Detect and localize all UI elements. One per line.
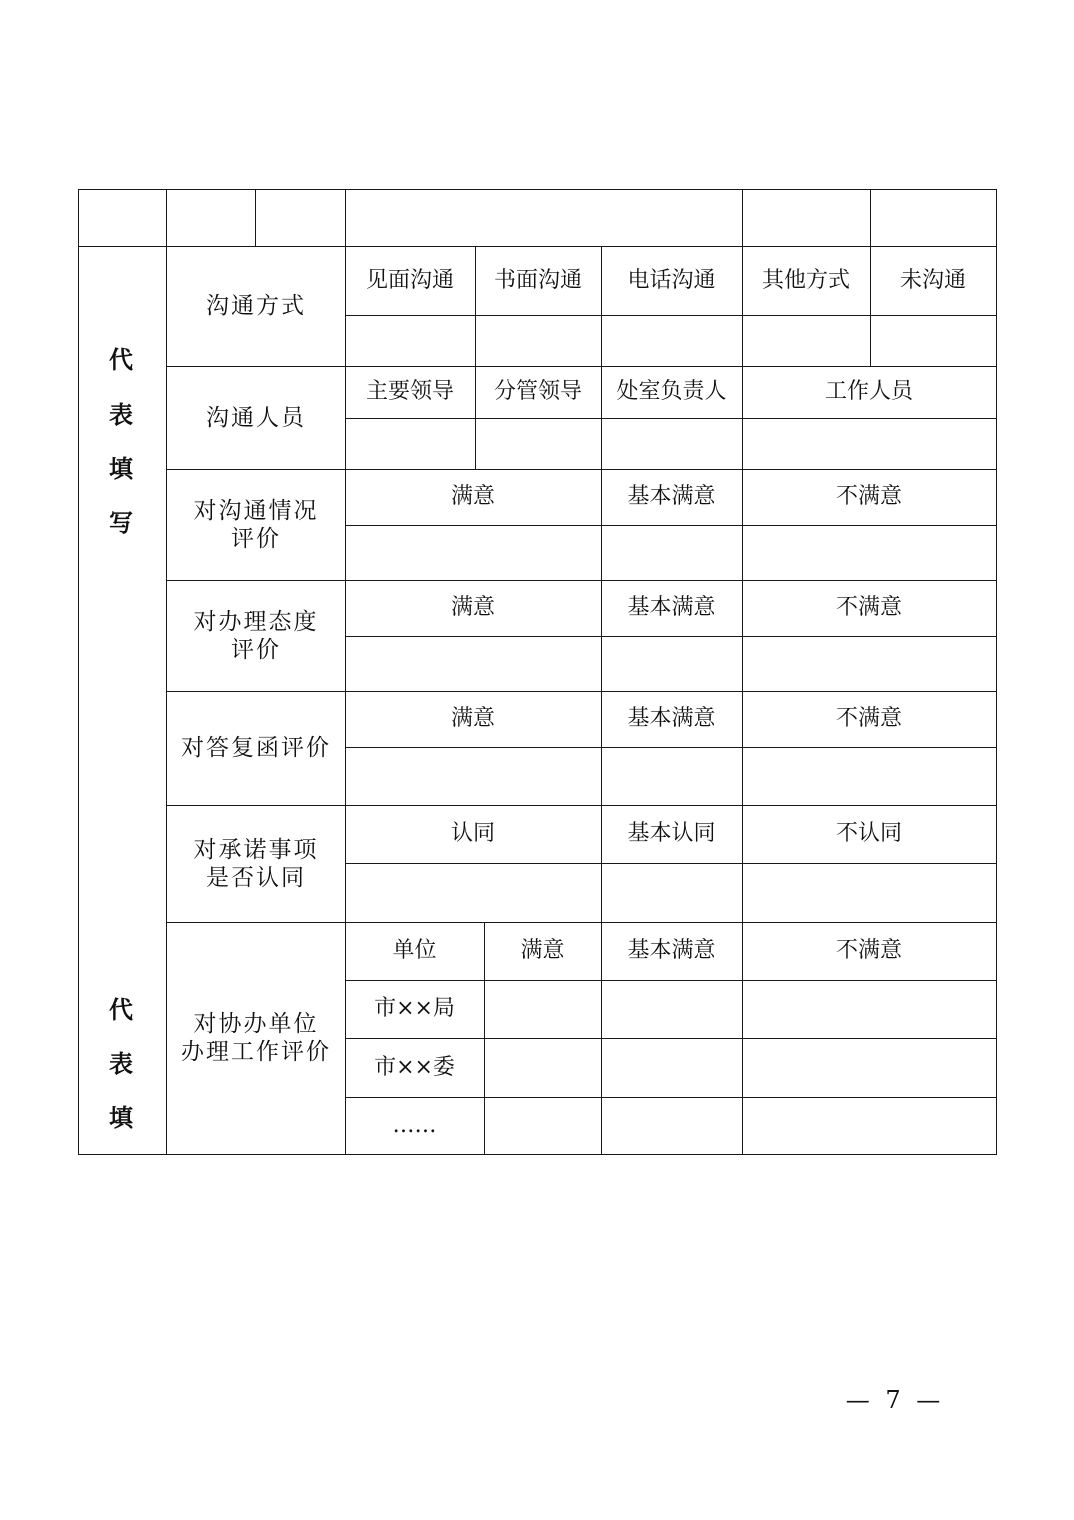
section-label-char: 代	[109, 346, 133, 374]
row-label-communication-method: 沟通方式	[206, 293, 306, 319]
table-row-divider	[345, 747, 997, 748]
section-label-char: 表	[109, 1050, 133, 1078]
unit-name: 市××局	[374, 996, 455, 1021]
header-dissatisfied: 不满意	[835, 938, 902, 963]
row-label-reply-rating: 对答复函评价	[181, 735, 331, 761]
option-disagree: 不认同	[835, 821, 902, 846]
section-label-char: 填	[109, 455, 133, 483]
row-label-communication-rating: 对沟通情况 评价	[193, 497, 319, 552]
table-border-bottom	[78, 1154, 997, 1155]
option-written: 书面沟通	[493, 267, 582, 293]
table-col-divider	[255, 189, 256, 246]
header-unit: 单位	[392, 938, 437, 963]
option-basically-agree: 基本认同	[627, 821, 716, 846]
option-other: 其他方式	[761, 267, 850, 293]
unit-name: ……	[392, 1112, 437, 1138]
option-deputy-leader: 分管领导	[493, 379, 582, 404]
table-col-divider	[742, 189, 743, 1155]
row-label-attitude-rating: 对办理态度 评价	[193, 608, 319, 663]
table-row-divider	[345, 636, 997, 637]
option-not-communicated: 未沟通	[899, 267, 966, 293]
option-phone: 电话沟通	[627, 267, 716, 293]
unit-name: 市××委	[374, 1054, 455, 1080]
table-border-top	[78, 189, 997, 190]
option-division-head: 处室负责人	[616, 379, 727, 404]
row-label-commitment-rating: 对承诺事项 是否认同	[193, 836, 319, 891]
option-satisfied: 满意	[450, 484, 495, 509]
option-dissatisfied: 不满意	[835, 484, 902, 509]
row-label-cooperating-units: 对协办单位 办理工作评价	[181, 1011, 331, 1065]
option-face-to-face: 见面沟通	[365, 267, 454, 293]
header-basically-satisfied: 基本满意	[627, 938, 716, 963]
table-row-divider	[345, 525, 997, 526]
section-label-char: 表	[109, 401, 133, 429]
option-satisfied: 满意	[450, 706, 495, 731]
page-number: — 7 —	[845, 1386, 945, 1414]
table-row-divider	[345, 863, 997, 864]
option-satisfied: 满意	[450, 595, 495, 620]
option-agree: 认同	[450, 821, 495, 846]
header-satisfied: 满意	[520, 938, 565, 963]
option-basically-satisfied: 基本满意	[627, 484, 716, 509]
table-row-divider	[345, 418, 997, 419]
option-basically-satisfied: 基本满意	[627, 706, 716, 731]
section-label-char: 写	[109, 509, 133, 537]
option-dissatisfied: 不满意	[835, 706, 902, 731]
row-label-communication-staff: 沟通人员	[206, 404, 306, 431]
section-label-char: 填	[109, 1104, 133, 1132]
option-main-leader: 主要领导	[365, 379, 454, 404]
option-dissatisfied: 不满意	[835, 595, 902, 620]
section-label-char: 代	[109, 996, 133, 1024]
table-border-right	[996, 189, 997, 1155]
option-basically-satisfied: 基本满意	[627, 595, 716, 620]
table-row-divider	[345, 315, 997, 316]
option-staff: 工作人员	[824, 379, 913, 404]
